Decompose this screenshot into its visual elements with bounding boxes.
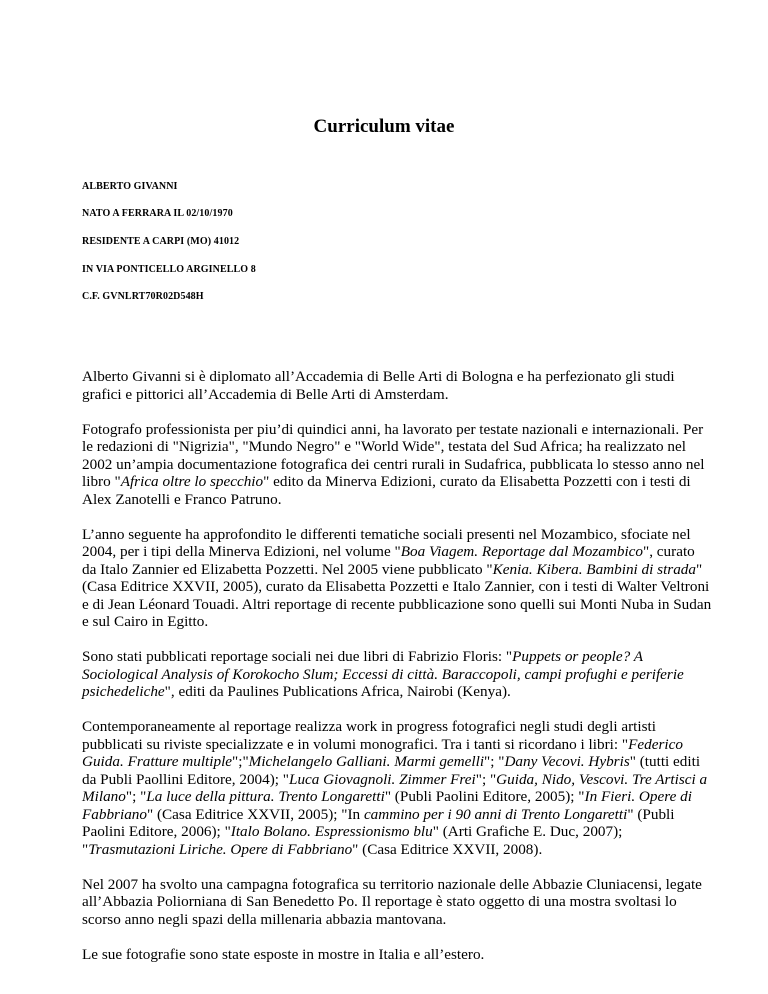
paragraph-abbeys [82,876,712,929]
book-title: Federico Guida. Fratture multiple [82,735,683,770]
paragraph-segment: " (Arti Grafiche E. Duc, 2007); " [82,823,623,858]
paragraph-segment: "; " [475,770,497,788]
paragraph-segment: " (tutti editi da Publi Paollini Editore, 2004); " [82,753,701,788]
paragraph-segment: " (Publi Paolini Editore, 2006); " [82,805,675,840]
book-title: Trasmutazioni Liriche. Opere di Fabbriano [88,840,353,858]
document-title: Curriculum vitae [313,116,455,137]
paragraph-segment: Fotografo professionista per piu’di quindici anni, ha lavorato per testate nazionali e internazionali. Per le redazioni di "Nigrizia", "Mundo Negro" e "World Wide", testata del Sud Africa; ha realizzato nel 2002 un’ampia documentazione fotografica dei centri rurali in Sudafrica, pubblicata lo stesso anno nel libro " [82,420,705,490]
paragraph-segment: " (Casa Editrice XXVII, 2008). [352,840,543,858]
paragraph-segment: L’anno seguente ha approfondito le differenti tematiche sociali presenti nel Mozambico, sfociate nel 2004, per i tipi della Minerva Edizioni, nel volume " [82,525,691,560]
paragraph-segment: ";" [232,753,249,770]
book-title: cammino per i 90 anni di Trento Longaretti [363,805,628,823]
info-residence: RESIDENTE A CARPI (MO) 41012 [82,236,240,247]
book-title: Guida, Nido, Vescovi. Tre Artisci a Milano [82,770,708,805]
info-address: IN VIA PONTICELLO ARGINELLO 8 [82,264,256,275]
info-birth: NATO A FERRARA IL 02/10/1970 [82,208,233,219]
paragraph-segment: " (Casa Editrice XXVII, 2005), curato da Elisabetta Pozzetti e Italo Zannier, con i testi di Walter Veltroni e di Jean Léonard Touadi. Altri reportage di recente pubblicazione sono quelli sui Monti Nuba in Sudan e sul Cairo in Egitto. [82,560,712,630]
paragraph-segment: Contemporaneamente al reportage realizza work in progress fotografici negli studi degli artisti pubblicati su riviste specializzate e in volumi monografici. Tra i tanti si ricordano i libri: " [82,718,656,753]
paragraph-social-reportage [82,648,712,701]
book-title: In Fieri. Opere di Fabbriano [82,788,692,823]
book-title: Boa Viagem. Reportage dal Mozambico [400,543,644,560]
paragraph-photography-career [82,421,712,509]
paragraph-segment: Sono stati pubblicati reportage sociali nei due libri di Fabrizio Floris: " [82,648,513,665]
book-title: Luca Giovagnoli. Zimmer Frei [289,770,476,788]
paragraph-segment: "; " [484,753,505,770]
book-title: Africa oltre lo specchio [120,473,264,490]
paragraph-artist-studios [82,718,712,858]
paragraph-segment: Le sue fotografie sono state esposte in mostre in Italia e all’estero. [82,945,485,963]
info-name: ALBERTO GIVANNI [82,181,178,192]
info-tax-code: C.F. GVNLRT70R02D548H [82,291,204,302]
biography-text [82,368,712,963]
paragraph-segment: "; " [125,788,147,805]
book-title: Puppets or people? A Sociological Analysis of Korokocho Slum; Eccessi di città. Baraccopoli, campi profughi e periferie psichedeliche [82,648,684,700]
paragraph-segment: Alberto Givanni si è diplomato all’Accademia di Belle Arti di Bologna e ha perfezionato gli studi grafici e pittorici all’Accademia di Belle Arti di Amsterdam. [82,368,675,403]
paragraph-segment: " edito da Minerva Edizioni, curato da Elisabetta Pozzetti con i testi di Alex Zanotelli e Franco Patruno. [82,473,691,508]
book-title: Michelangelo Galliani. Marmi gemelli [248,753,485,770]
paragraph-segment: Nel 2007 ha svolto una campagna fotografica su territorio nazionale delle Abbazie Cluniacensi, legate all’Abbazia Poliorniana di San Benedetto Po. Il reportage è stato oggetto di una mostra svoltasi lo scorso anno negli spazi della millenaria abbazia mantovana. [82,875,702,928]
paragraph-segment: " (Publi Paolini Editore, 2005); " [384,788,585,805]
paragraph-studies [82,368,712,403]
paragraph-exhibitions [82,946,712,964]
book-title: La luce della pittura. Trento Longaretti [146,788,385,805]
paragraph-segment: ", editi da Paulines Publications Africa, Nairobi (Kenya). [164,683,511,700]
paragraph-segment: ", curato da Italo Zannier ed Elizabetta Pozzetti. Nel 2005 viene pubblicato " [82,543,695,578]
book-title: Kenia. Kibera. Bambini di strada [492,560,696,578]
book-title: Dany Vecovi. Hybris [504,753,630,770]
paragraph-mozambique [82,526,712,631]
paragraph-segment: " (Casa Editrice XXVII, 2005); "In [146,805,364,823]
book-title: Italo Bolano. Espressionismo blu [230,823,433,840]
